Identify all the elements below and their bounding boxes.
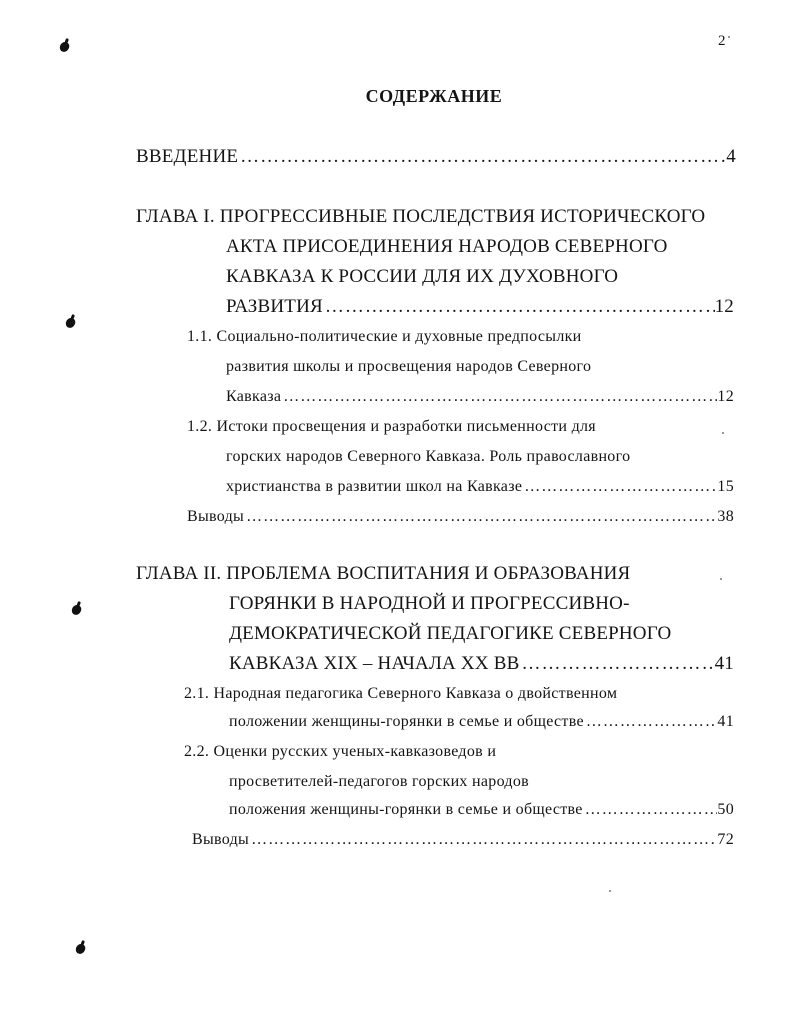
leader-dots [519,653,714,675]
entry-label: христианства в развитии школ на Кавказе [226,478,523,495]
entry-page: 41 [717,713,734,730]
binder-hole-mark-icon [75,943,87,955]
toc-entry-intro[interactable] [136,146,736,168]
binder-hole-mark-icon [65,317,77,329]
toc-entry-chapter1-conclusions[interactable] [187,508,734,526]
leader-dots [244,508,717,526]
entry-label: Кавказа [226,388,282,405]
entry-label: Выводы [192,831,250,848]
scan-speck [728,36,730,38]
section-2-1-line1: 2.1. Народная педагогика Северного Кавказа о двойственном [184,685,618,702]
entry-label: Выводы [187,508,245,525]
scan-speck [722,432,724,434]
chapter1-heading-line3: КАВКАЗА К РОССИИ ДЛЯ ИХ ДУХОВНОГО [226,266,619,287]
leader-dots [323,296,715,318]
entry-label: КАВКАЗА XIX – НАЧАЛА XX ВВ [229,653,520,674]
leader-dots [584,713,718,731]
section-1-1-line2: развития школы и просвещения народов Северного [226,358,592,375]
section-2-2-line2: просветителей-педагогов горских народов [229,773,530,790]
toc-title: СОДЕРЖАНИЕ [365,86,503,106]
entry-page: 12 [714,296,734,317]
chapter2-heading-line1: ГЛАВА II. ПРОБЛЕМА ВОСПИТАНИЯ И ОБРАЗОВАНИЯ [136,563,631,584]
binder-hole-mark-icon [59,41,71,53]
entry-page: 41 [714,653,734,674]
entry-page: 50 [717,801,734,818]
toc-entry-chapter1[interactable] [226,296,734,318]
entry-page: 12 [717,388,734,405]
leader-dots [238,146,726,168]
section-2-2-line1: 2.2. Оценки русских ученых-кавказоведов и [184,743,497,760]
toc-entry-section-1-2[interactable] [226,478,734,496]
scan-speck [720,578,722,580]
leader-dots [522,478,717,496]
leader-dots [249,831,717,849]
chapter1-heading-line2: АКТА ПРИСОЕДИНЕНИЯ НАРОДОВ СЕВЕРНОГО [226,236,668,257]
page-number: 2 [718,33,726,49]
entry-label: РАЗВИТИЯ [226,296,323,317]
toc-entry-chapter2-conclusions[interactable] [192,831,734,849]
entry-label: положения женщины-горянки в семье и обществе [229,801,583,818]
section-1-2-line2: горских народов Северного Кавказа. Роль православного [226,448,631,465]
section-1-2-line1: 1.2. Истоки просвещения и разработки письменности для [187,418,596,435]
scan-speck [609,890,611,892]
section-1-1-line1: 1.1. Социально-политические и духовные предпосылки [187,328,582,345]
toc-entry-chapter2[interactable] [229,653,734,675]
toc-entry-section-2-2[interactable] [229,801,734,819]
entry-page: 72 [717,831,734,848]
binder-hole-mark-icon [71,604,83,616]
entry-page: 15 [717,478,734,495]
toc-entry-section-2-1[interactable] [229,713,734,731]
chapter2-heading-line3: ДЕМОКРАТИЧЕСКОЙ ПЕДАГОГИКЕ СЕВЕРНОГО [229,623,672,644]
leader-dots [583,801,718,819]
toc-entry-section-1-1[interactable] [226,388,734,406]
entry-label: положении женщины-горянки в семье и обществе [229,713,584,730]
leader-dots [281,388,717,406]
entry-page: 38 [717,508,734,525]
entry-label: ВВЕДЕНИЕ [136,146,239,167]
chapter1-heading-line1: ГЛАВА I. ПРОГРЕССИВНЫЕ ПОСЛЕДСТВИЯ ИСТОРИЧЕСКОГО [136,206,706,227]
chapter2-heading-line2: ГОРЯНКИ В НАРОДНОЙ И ПРОГРЕССИВНО- [229,593,630,614]
entry-page: 4 [726,146,736,167]
